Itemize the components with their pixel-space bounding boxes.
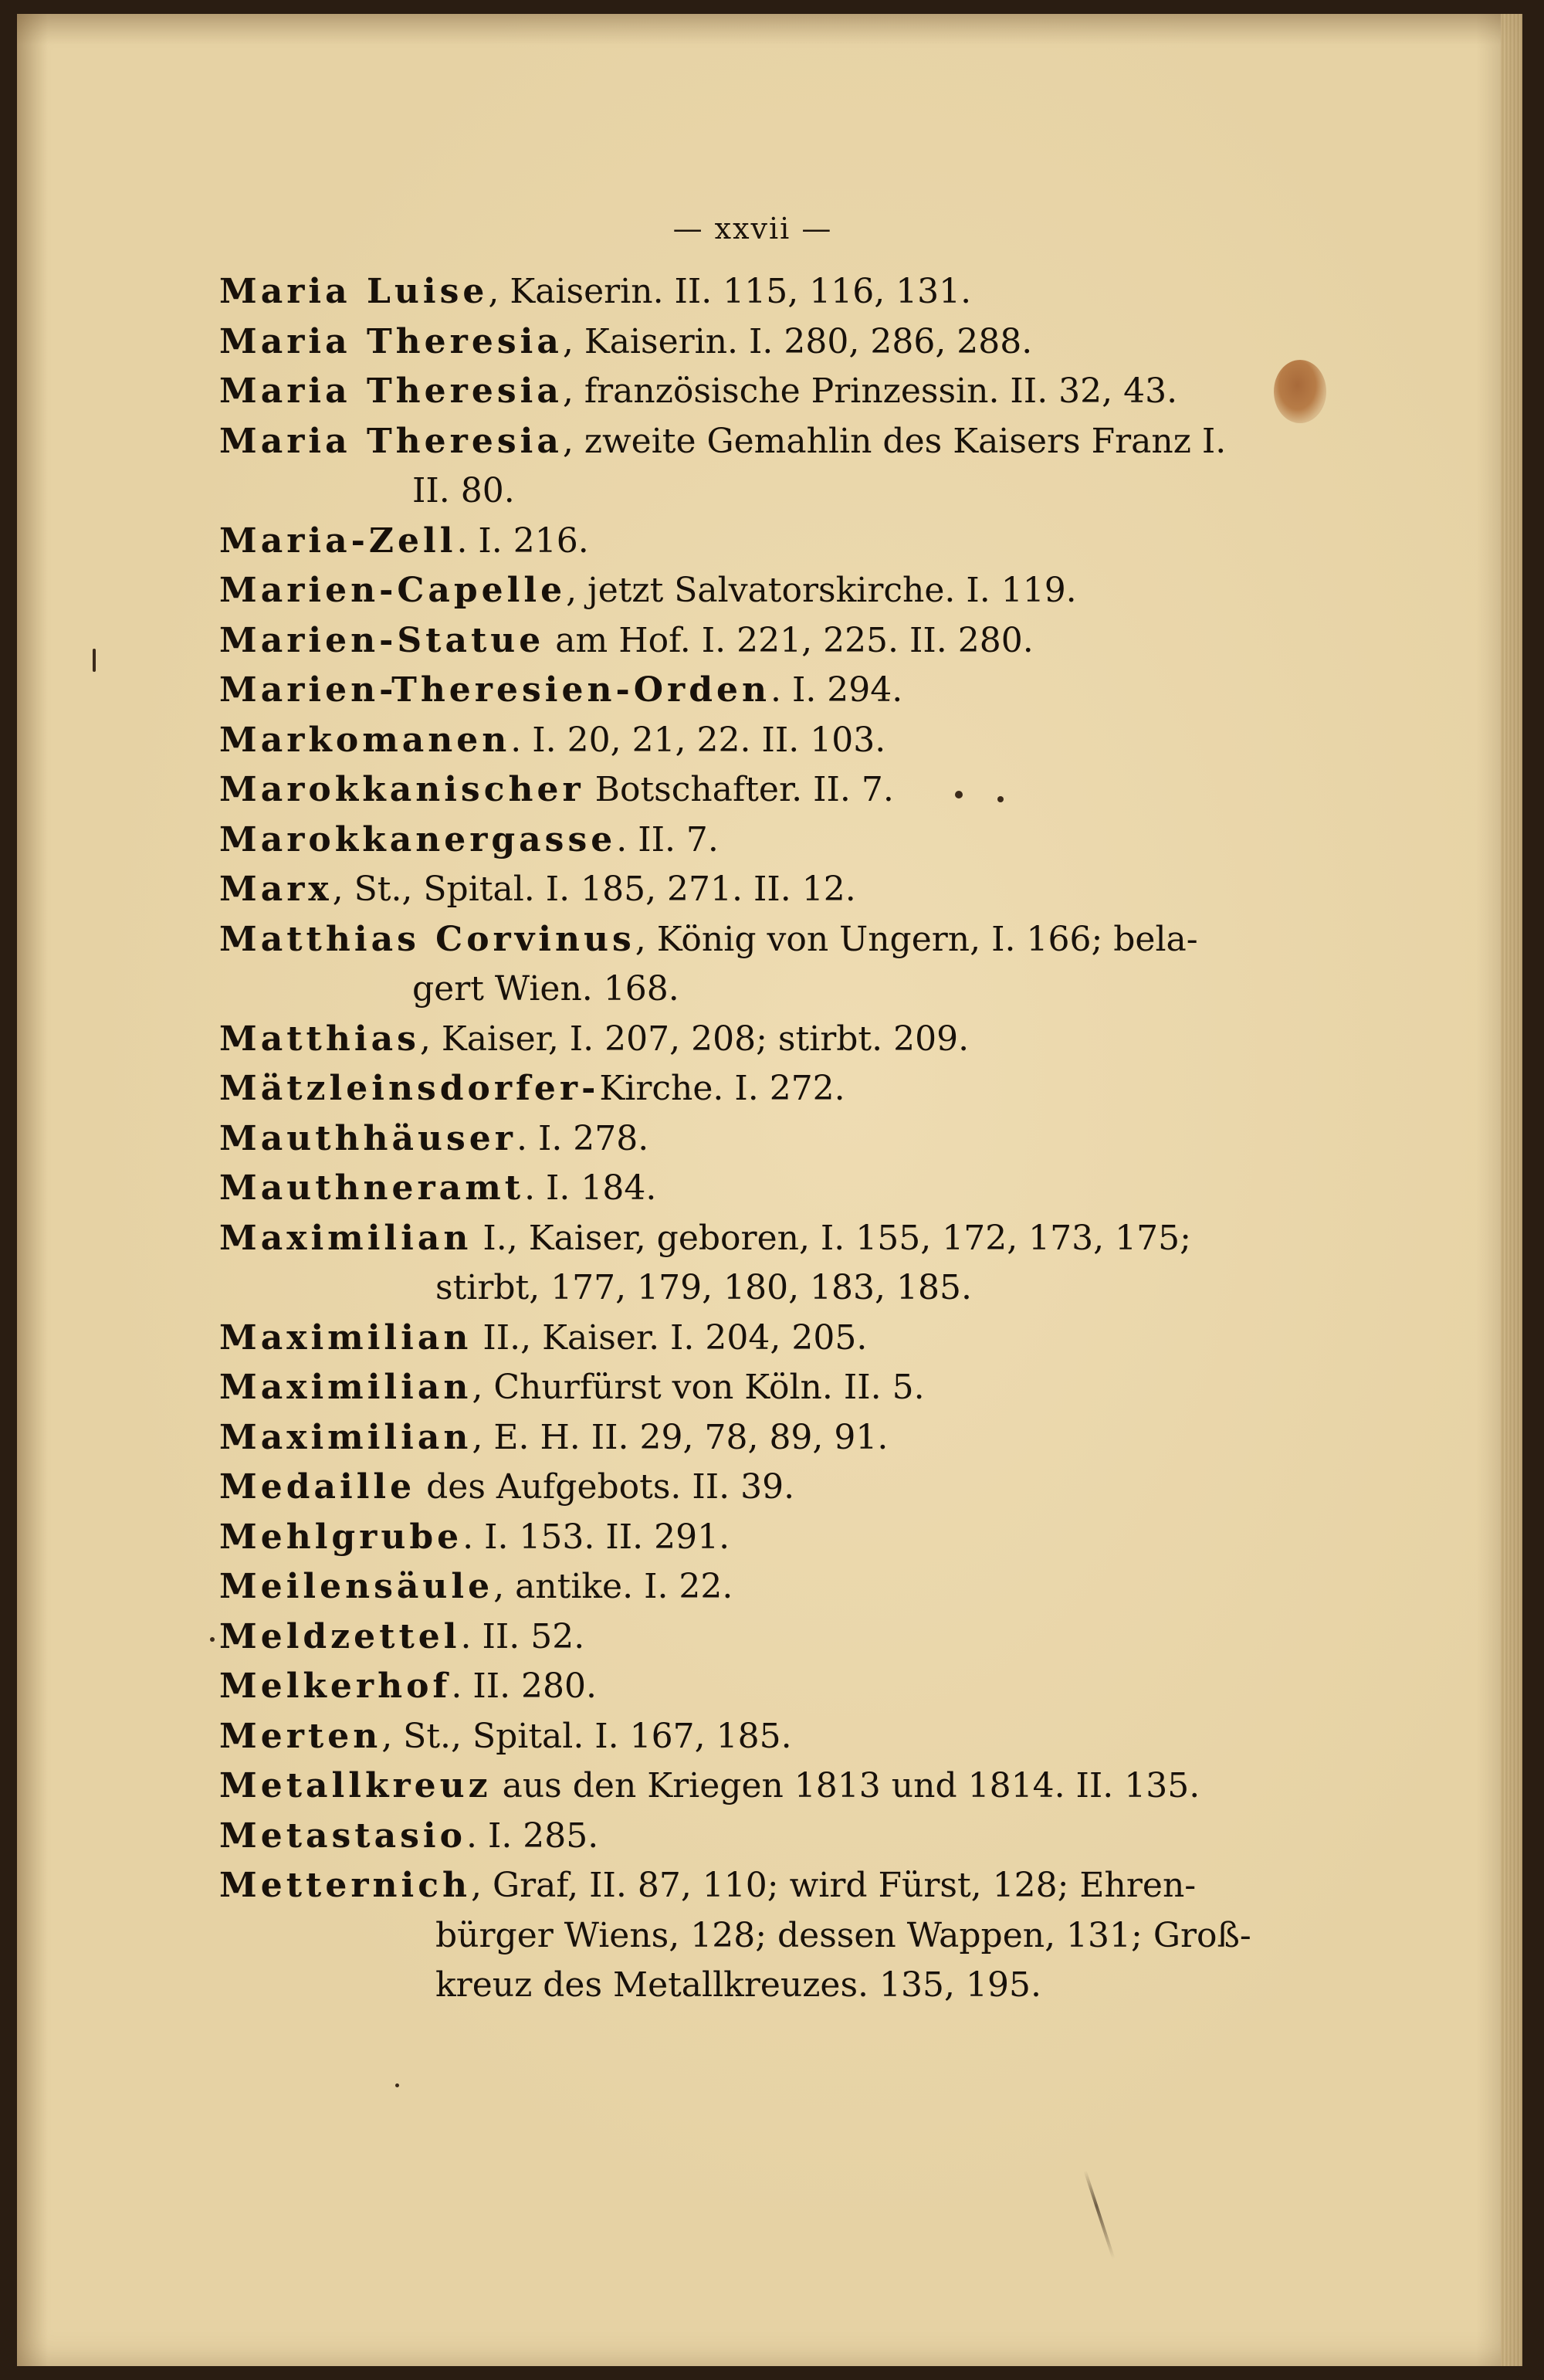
entry-references: . I. 184. <box>524 1168 657 1208</box>
entry-headword: Marien-Theresien-Orden <box>219 670 770 710</box>
index-entry <box>219 367 1300 417</box>
entry-continuation: gert Wien. 168. <box>412 969 679 1009</box>
index-entry <box>219 616 1300 666</box>
paper-scratch <box>1084 2170 1116 2259</box>
entry-headword: Maria Theresia <box>219 371 563 411</box>
index-entry <box>219 815 1300 866</box>
index-entry <box>219 1114 1300 1165</box>
index-entry <box>219 1812 1300 1862</box>
entry-headword: Markomanen <box>219 720 511 760</box>
entry-references: . I. 278. <box>516 1118 649 1158</box>
entry-headword: Marokkanischer <box>219 770 584 809</box>
index-entry <box>219 317 1300 368</box>
index-entry <box>219 1314 1300 1364</box>
entry-references: , Churfürst von Köln. II. 5. <box>472 1368 925 1407</box>
index-entry <box>219 1662 1300 1712</box>
index-entry <box>219 1761 1300 1812</box>
entry-references: , St., Spital. I. 185, 271. II. 12. <box>332 870 856 909</box>
entry-headword: Metastasio <box>219 1816 466 1856</box>
index-entry <box>219 666 1300 716</box>
entry-headword: Meilensäule <box>219 1567 494 1606</box>
index-entry <box>219 267 1300 317</box>
page-edge <box>1501 14 1522 2366</box>
entry-headword: Maria Theresia <box>219 421 563 461</box>
index-entry <box>219 1612 1300 1663</box>
entry-headword: Meldzettel <box>219 1616 461 1656</box>
entry-headword: Mauthneramt <box>219 1168 525 1208</box>
index-entry <box>219 1214 1300 1314</box>
entry-headword: Merten <box>219 1716 382 1756</box>
ink-speck <box>210 1637 215 1642</box>
entry-headword: Mauthhäuser <box>219 1118 516 1158</box>
entry-headword: Mehlgrube <box>219 1517 463 1557</box>
index-entry <box>219 1064 1300 1114</box>
page-number: — xxvii — <box>672 212 833 246</box>
index-entry <box>219 1363 1300 1413</box>
entry-headword: Marokkanergasse <box>219 819 617 859</box>
index-entry <box>219 1015 1300 1065</box>
entry-references: . II. 280. <box>451 1666 598 1706</box>
entry-references: Kirche. I. 272. <box>599 1069 845 1108</box>
entry-references: . II. 7. <box>616 819 719 859</box>
entry-headword: Melkerhof <box>219 1666 452 1706</box>
entry-headword: Maximilian <box>219 1417 472 1457</box>
index-entry <box>219 1164 1300 1214</box>
entry-references: . I. 294. <box>770 670 903 710</box>
index-list <box>219 267 1300 2011</box>
entry-references: am Hof. I. 221, 225. II. 280. <box>544 620 1034 660</box>
entry-references: . I. 20, 21, 22. II. 103. <box>510 720 886 760</box>
entry-continuation: bürger Wiens, 128; dessen Wappen, 131; Groß- <box>435 1915 1251 1955</box>
entry-references: , St., Spital. I. 167, 185. <box>381 1716 792 1756</box>
entry-references: , Graf, II. 87, 110; wird Fürst, 128; Ehren- <box>471 1866 1197 1905</box>
ink-speck <box>93 649 96 672</box>
entry-headword: Marien-Capelle <box>219 571 567 610</box>
index-entry <box>219 1513 1300 1563</box>
entry-references: . II. 52. <box>460 1616 585 1656</box>
entry-headword: Metallkreuz <box>219 1766 492 1805</box>
book-page <box>17 14 1522 2366</box>
entry-headword: Maria-Zell <box>219 520 457 561</box>
entry-continuation: II. 80. <box>412 471 515 510</box>
entry-references: . I. 153. II. 291. <box>462 1517 730 1557</box>
index-entry <box>219 566 1300 616</box>
entry-headword: Medaille <box>219 1467 416 1507</box>
entry-references: , Kaiserin. I. 280, 286, 288. <box>562 321 1033 361</box>
index-entry <box>219 1712 1300 1762</box>
entry-headword: Metternich <box>219 1866 472 1905</box>
entry-references: Botschafter. II. 7. <box>584 770 894 809</box>
entry-references: , Kaiserin. II. 115, 116, 131. <box>488 272 972 311</box>
entry-headword: Matthias Corvinus <box>219 919 635 959</box>
entry-headword: Maximilian <box>219 1317 472 1358</box>
entry-references: , antike. I. 22. <box>493 1567 733 1606</box>
entry-references: I., Kaiser, geboren, I. 155, 172, 173, 175; <box>472 1218 1191 1258</box>
index-entry <box>219 417 1300 517</box>
entry-references: , E. H. II. 29, 78, 89, 91. <box>472 1417 889 1457</box>
index-entry <box>219 1413 1300 1463</box>
index-entry <box>219 1562 1300 1612</box>
entry-continuation: stirbt, 177, 179, 180, 183, 185. <box>435 1268 972 1307</box>
ink-speck <box>395 2083 399 2087</box>
entry-continuation: kreuz des Metallkreuzes. 135, 195. <box>435 1965 1041 2005</box>
entry-references: . I. 216. <box>456 520 589 561</box>
entry-references: , jetzt Salvatorskirche. I. 119. <box>566 571 1077 610</box>
entry-references: , König von Ungern, I. 166; bela- <box>635 919 1198 959</box>
entry-headword: Marien-Statue <box>219 620 545 660</box>
index-entry <box>219 1861 1300 2011</box>
entry-references: . I. 285. <box>466 1816 599 1856</box>
index-entry <box>219 517 1300 567</box>
entry-headword: Marx <box>219 870 333 909</box>
entry-references: aus den Kriegen 1813 und 1814. II. 135. <box>491 1766 1200 1805</box>
entry-headword: Mätzleinsdorfer- <box>219 1069 600 1108</box>
index-entry <box>219 1463 1300 1513</box>
entry-references: , französische Prinzessin. II. 32, 43. <box>562 371 1178 411</box>
entry-headword: Maximilian <box>219 1218 472 1258</box>
entry-headword: Maria Theresia <box>219 321 563 361</box>
index-entry <box>219 865 1300 915</box>
index-entry <box>219 915 1300 1015</box>
entry-references: , zweite Gemahlin des Kaisers Franz I. <box>562 421 1227 461</box>
entry-headword: Matthias <box>219 1019 420 1059</box>
index-entry <box>219 716 1300 766</box>
entry-headword: Maximilian <box>219 1368 472 1407</box>
index-entry <box>219 765 1300 815</box>
entry-headword: Maria Luise <box>219 272 489 311</box>
entry-references: des Aufgebots. II. 39. <box>415 1467 795 1507</box>
entry-references: , Kaiser, I. 207, 208; stirbt. 209. <box>419 1019 970 1059</box>
entry-references: II., Kaiser. I. 204, 205. <box>472 1317 868 1358</box>
